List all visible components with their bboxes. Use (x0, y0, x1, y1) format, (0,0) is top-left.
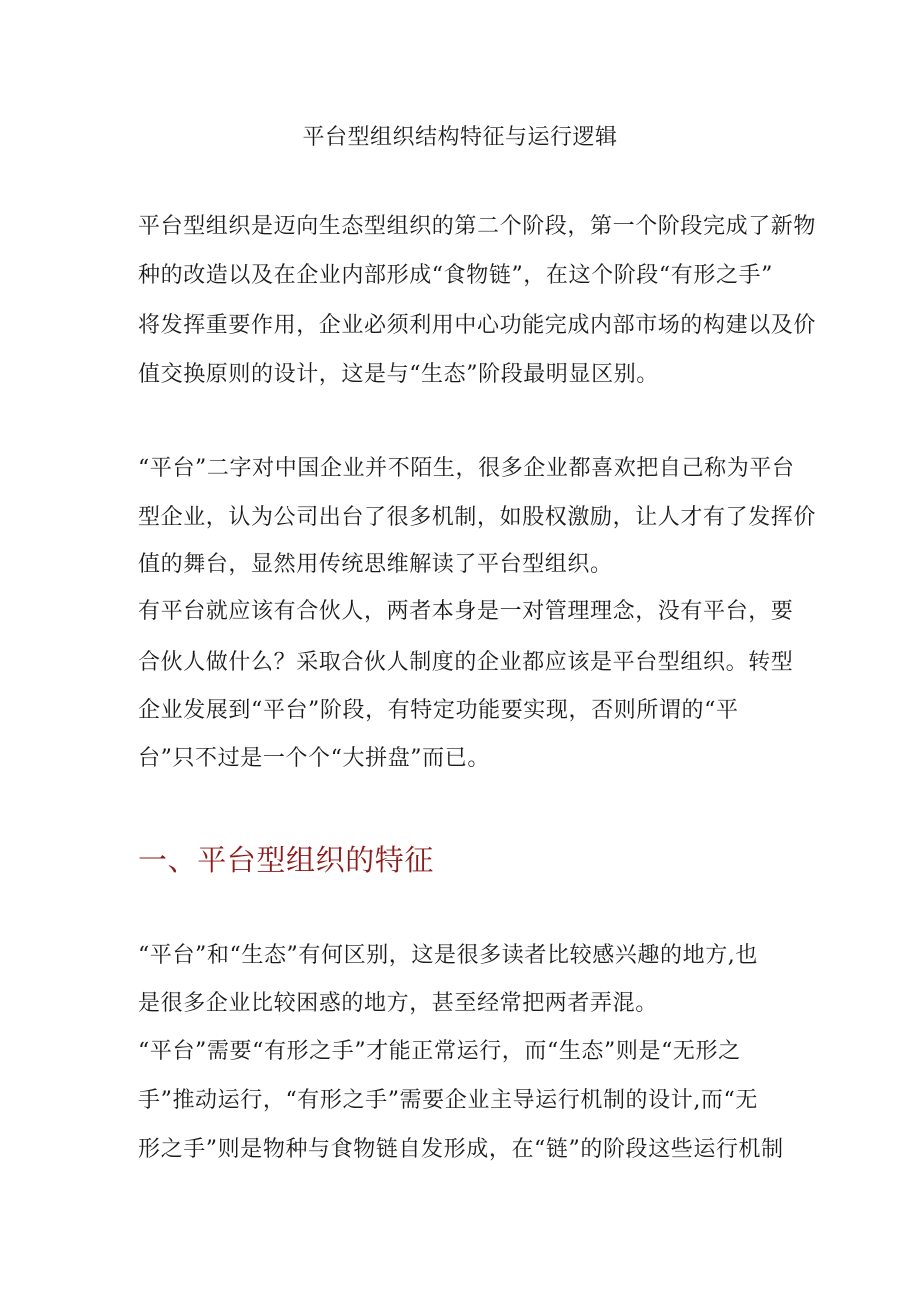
paragraph-line: 是很多企业比较困惑的地方，甚至经常把两者弄混。 (138, 991, 658, 1016)
paragraph-line: 合伙人做什么？采取合伙人制度的企业都应该是平台型组织。转型 (138, 650, 794, 675)
paragraph-line: 值的舞台，显然用传统思维解读了平台型组织。 (138, 552, 613, 577)
paragraph-line: 有平台就应该有合伙人，两者本身是一对管理理念，没有平台，要 (138, 599, 794, 624)
paragraph-line: “平台”和“生态”有何区别，这是很多读者比较感兴趣的地方,也 (138, 943, 758, 968)
document-title: 平台型组织结构特征与运行逻辑 (302, 125, 618, 150)
paragraph-line: “平台”二字对中国企业并不陌生，很多企业都喜欢把自己称为平台 (138, 456, 795, 481)
section-heading: 一、平台型组织的特征 (138, 843, 435, 877)
paragraph-line: 平台型组织是迈向生态型组织的第二个阶段，第一个阶段完成了新物 (138, 214, 817, 239)
paragraph-line: 台”只不过是一个个“大拼盘”而已。 (138, 746, 490, 771)
paragraph-line: 将发挥重要作用，企业必须利用中心功能完成内部市场的构建以及价 (138, 313, 817, 338)
paragraph-line: 形之手”则是物种与食物链自发形成，在“链”的阶段这些运行机制 (138, 1137, 784, 1162)
paragraph-line: “平台”需要“有形之手”才能正常运行，而“生态”则是“无形之 (138, 1039, 741, 1064)
paragraph-line: 企业发展到“平台”阶段，有特定功能要实现，否则所谓的“平 (138, 698, 739, 723)
paragraph-line: 种的改造以及在企业内部形成“食物链”，在这个阶段“有形之手” (138, 263, 773, 288)
paragraph-line: 值交换原则的设计，这是与“生态”阶段最明显区别。 (138, 362, 659, 387)
paragraph-line: 手”推动运行，“有形之手”需要企业主导运行机制的设计,而“无 (138, 1088, 758, 1113)
paragraph-line: 型企业，认为公司出台了很多机制，如股权激励，让人才有了发挥价 (138, 505, 817, 530)
